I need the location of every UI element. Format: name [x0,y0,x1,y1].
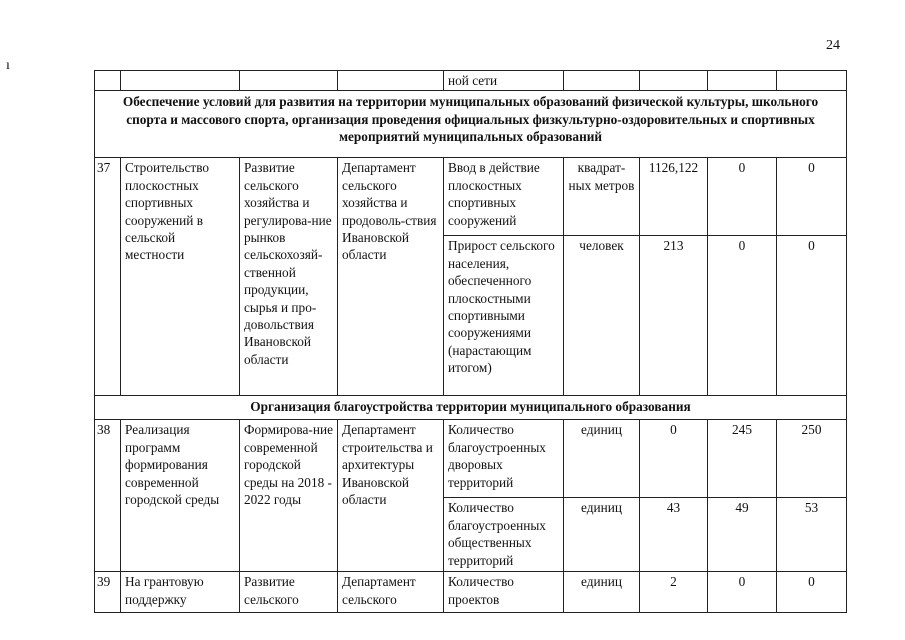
table-row [95,158,847,236]
table-row [95,420,847,498]
section-header-row [95,396,847,420]
page-number: 24 [826,38,840,53]
cell-value: 213 [640,236,708,396]
cell-value: 1126,122 [640,158,708,236]
table-row [95,71,847,91]
cell-indicator: Прирост сельского населения, обеспеченного плоскостными спортивными сооружениями (нарастающим итогом) [444,236,564,396]
row-number: 37 [95,158,121,396]
cell-value: 0 [777,236,847,396]
cell-value: 0 [640,420,708,498]
cell-event: На грантовую поддержку [121,572,240,613]
cell-program: Формирова-ние современной городской среды на 2018 - 2022 годы [240,420,338,572]
cell-value: 0 [708,572,777,613]
section-title: Организация благоустройства территории муниципального образования [95,396,847,420]
cell-value: 0 [708,236,777,396]
section-header-row [95,91,847,158]
cell-unit: единиц [564,572,640,613]
cell-executor: Департамент сельского хозяйства и продоволь-ствия Ивановской области [338,158,444,396]
cell-value: 43 [640,498,708,572]
cell-value: 245 [708,420,777,498]
indicators-table [94,70,847,613]
cell-unit: квадрат-ных метров [564,158,640,236]
cell-indicator: Количество благоустроенных дворовых территорий [444,420,564,498]
cell-value: 250 [777,420,847,498]
cell-executor: Департамент сельского [338,572,444,613]
cell-executor: Департамент строительства и архитектуры Ивановской области [338,420,444,572]
table-row [95,572,847,613]
row-number: 38 [95,420,121,572]
cell-value: 49 [708,498,777,572]
cell-value: 0 [708,158,777,236]
cell-program: Развитие сельского [240,572,338,613]
cell-indicator: Количество проектов [444,572,564,613]
cell-event: Реализация программ формирования современной городской среды [121,420,240,572]
cell-unit: человек [564,236,640,396]
cell-unit: единиц [564,420,640,498]
cell-value: 0 [777,572,847,613]
cell-value: 0 [777,158,847,236]
cell-value: 2 [640,572,708,613]
cell-indicator: ной сети [444,71,564,91]
margin-mark: ı [6,58,10,73]
row-number: 39 [95,572,121,613]
section-title: Обеспечение условий для развития на территории муниципальных образований физической культуры, школьного спорта и массового спорта, организация проведения официальных физкультурно-оздоровительных и спортивных мероприятий муниципальных образований [95,91,847,158]
cell-value: 53 [777,498,847,572]
cell-indicator: Количество благоустроенных общественных территорий [444,498,564,572]
cell-program: Развитие сельского хозяйства и регулирова-ние рынков сельскохозяй-ственной продукции, сырья и про-довольствия Ивановской области [240,158,338,396]
cell-unit: единиц [564,498,640,572]
cell-indicator: Ввод в действие плоскостных спортивных сооружений [444,158,564,236]
cell-event: Строительство плоскостных спортивных сооружений в сельской местности [121,158,240,396]
